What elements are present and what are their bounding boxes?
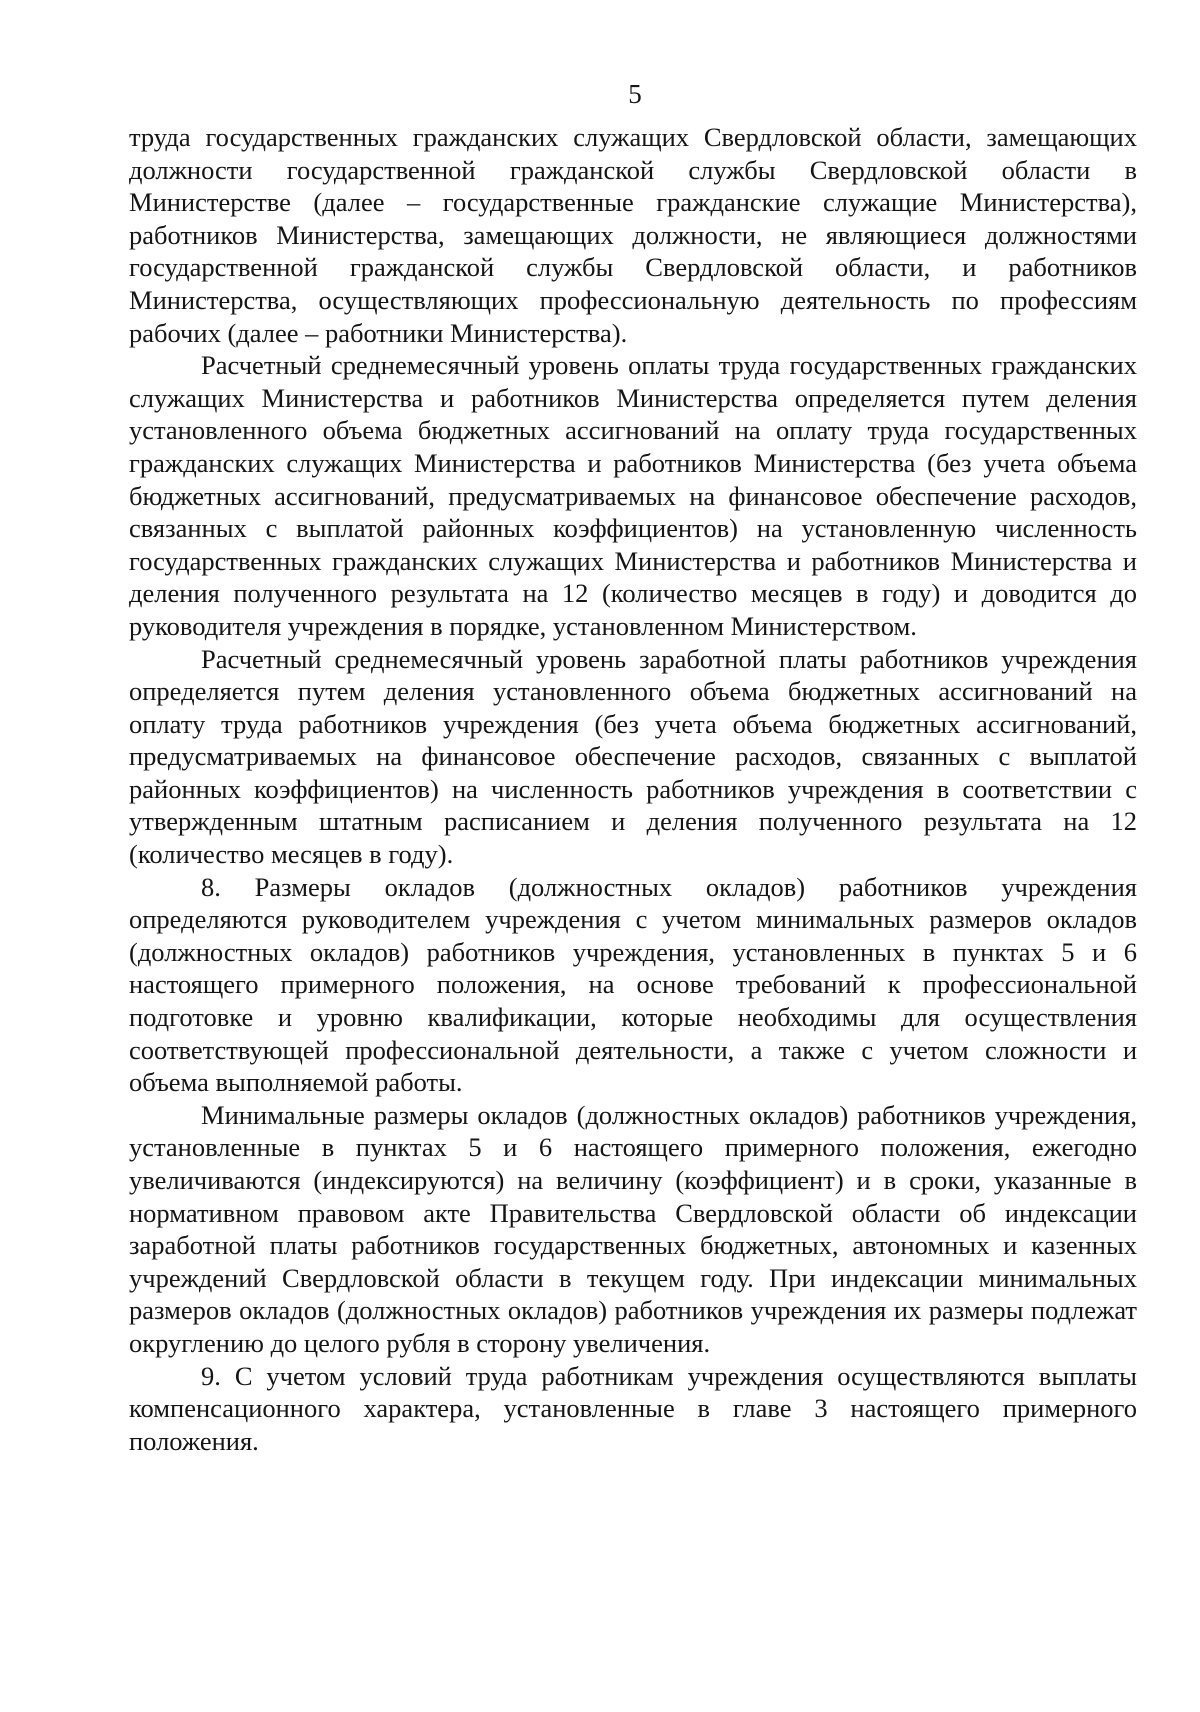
paragraph-salary-level-institution: Расчетный среднемесячный уровень заработной платы работников учреждения определяется путем деления установленного объема бюджетных ассигнований на оплату труда работников учреждения (без учета объема бюджетных ассигнований, предусматриваемых на финансовое обеспечение расходов, связанных с выплатой районных коэффициентов) на численность работников учреждения в соответствии с утвержденным штатным расписанием и деления полученного результата на 12 (количество месяцев в году). (129, 643, 1137, 870)
paragraph-continuation: труда государственных гражданских служащих Свердловской области, замещающих должности государственной гражданской службы Свердловской области в Министерстве (далее – государственные гражданские служащие Министерства), работников Министерства, замещающих должности, не являющиеся должностями государственной гражданской службы Свердловской области, и работников Министерства, осуществляющих профессиональную деятельность по профессиям рабочих (далее – работники Министерства). (129, 122, 1137, 348)
paragraph-salary-level-civil-servants: Расчетный среднемесячный уровень оплаты труда государственных гражданских служащих Министерства и работников Министерства определяется путем деления установленного объема бюджетных ассигнований на оплату труда государственных гражданских служащих Министерства и работников Министерства (без учета объема бюджетных ассигнований, предусматриваемых на финансовое обеспечение расходов, связанных с выплатой районных коэффициентов) на установленную численность государственных гражданских служащих Министерства и работников Министерства и деления полученного результата на 12 (количество месяцев в году) и доводится до руководителя учреждения в порядке, установленном Министерством. (129, 350, 1137, 641)
paragraph-clause-9: 9. С учетом условий труда работникам учреждения осуществляются выплаты компенсационного характера, установленные в главе 3 настоящего примерного положения. (129, 1360, 1137, 1456)
paragraph-minimum-salary-indexation: Минимальные размеры окладов (должностных окладов) работников учреждения, установленные в пунктах 5 и 6 настоящего примерного положения, ежегодно увеличиваются (индексируются) на величину (коэффициент) и в сроки, указанные в нормативном правовом акте Правительства Свердловской области об индексации заработной платы работников государственных бюджетных, автономных и казенных учреждений Свердловской области в текущем году. При индексации минимальных размеров окладов (должностных окладов) работников учреждения их размеры подлежат округлению до целого рубля в сторону увеличения. (129, 1099, 1137, 1358)
paragraph-clause-8: 8. Размеры окладов (должностных окладов) работников учреждения определяются руководителем учреждения с учетом минимальных размеров окладов (должностных окладов) работников учреждения, установленных в пунктах 5 и 6 настоящего примерного положения, на основе требований к профессиональной подготовке и уровню квалификации, которые необходимы для осуществления соответствующей профессиональной деятельности, а также с учетом сложности и объема выполняемой работы. (129, 871, 1137, 1098)
document-body (129, 121, 1137, 1457)
page-number: 5 (628, 79, 642, 109)
